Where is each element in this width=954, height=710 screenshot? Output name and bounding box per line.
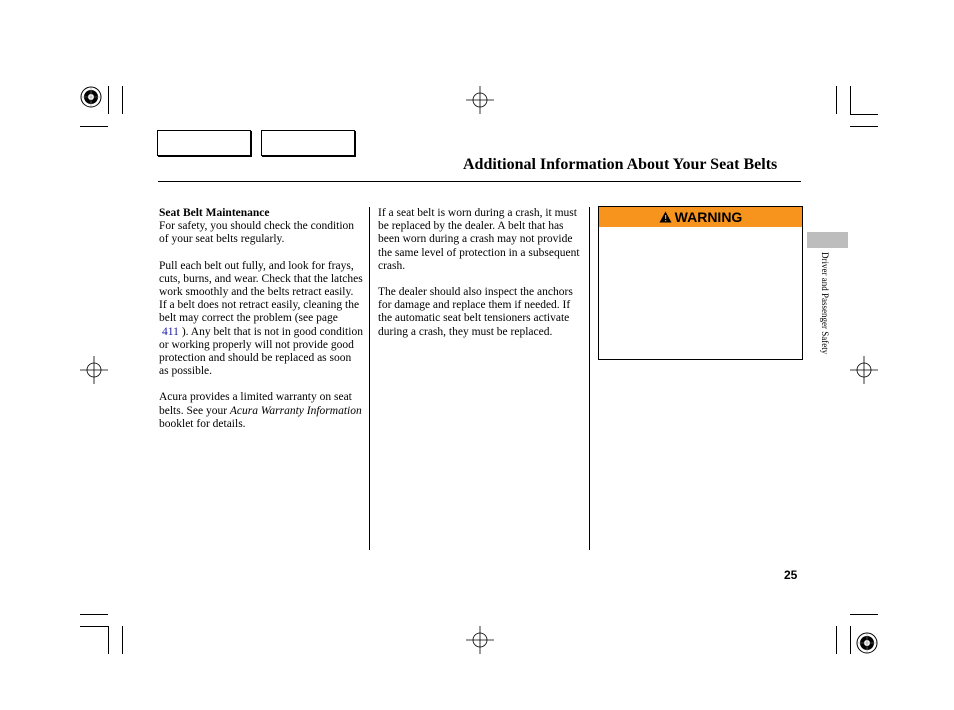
page-link[interactable]: 411 [162,325,179,338]
paragraph-text: booklet for details. [159,417,246,430]
paragraph: For safety, you should check the condition of your seat belts regularly. [159,220,355,246]
section-heading: Seat Belt Maintenance [159,207,270,219]
crosshair-icon [850,356,878,389]
left-column [159,207,363,444]
crop-mark [80,626,108,627]
section-label: Driver and Passenger Safety [820,252,830,355]
crop-mark [122,86,123,114]
crop-mark [850,626,851,654]
paragraph: If a seat belt is worn during a crash, it must be replaced by the dealer. A belt that has been worn during a crash may not provide the same level of protection in a subsequent crash. [378,207,580,272]
paragraph [159,391,363,431]
warning-label: WARNING [674,209,743,225]
crop-mark [108,626,109,654]
page-number: 25 [784,568,798,582]
warning-box [598,206,803,360]
paragraph-text: Pull each belt out fully, and look for frays, cuts, burns, and wear. Check that the latches work smoothly and the belts retract easily. If a belt does not retract easily, cleaning the belt may correct the problem (see page [159,259,363,325]
page-title: Additional Information About Your Seat Belts [463,156,778,173]
nav-button-contents[interactable] [157,130,251,156]
column-divider [369,207,370,550]
section-tab [807,232,848,248]
crop-mark [108,86,109,114]
column-divider [589,207,590,550]
paragraph [159,260,363,379]
crop-mark [80,614,108,615]
warning-header [599,207,802,227]
paragraph-text: ). Any belt that is not in good condition or working properly will not provide good protection and should be replaced as soon as possible. [159,325,363,378]
crosshair-icon [466,86,494,119]
crosshair-icon [466,626,494,659]
crop-mark [850,86,851,114]
middle-column [378,207,583,352]
crop-mark [80,126,108,127]
booklet-title: Acura Warranty Information [229,404,362,417]
warning-triangle-icon [659,211,672,223]
title-rule [158,181,801,182]
crop-mark [836,86,837,114]
crop-mark [836,626,837,654]
paragraph-text: Acura provides a limited warranty on seat belts. See your [159,391,352,417]
nav-button-index[interactable] [261,130,355,156]
crop-mark [122,626,123,654]
registration-target-icon [80,86,102,113]
crop-mark [850,114,878,115]
paragraph: The dealer should also inspect the anchors for damage and replace them if needed. If the automatic seat belt tensioners activate during a crash, they must be replaced. [378,286,573,338]
crop-mark [850,126,878,127]
crosshair-icon [80,356,108,389]
crop-mark [850,614,878,615]
registration-target-icon [856,632,878,659]
